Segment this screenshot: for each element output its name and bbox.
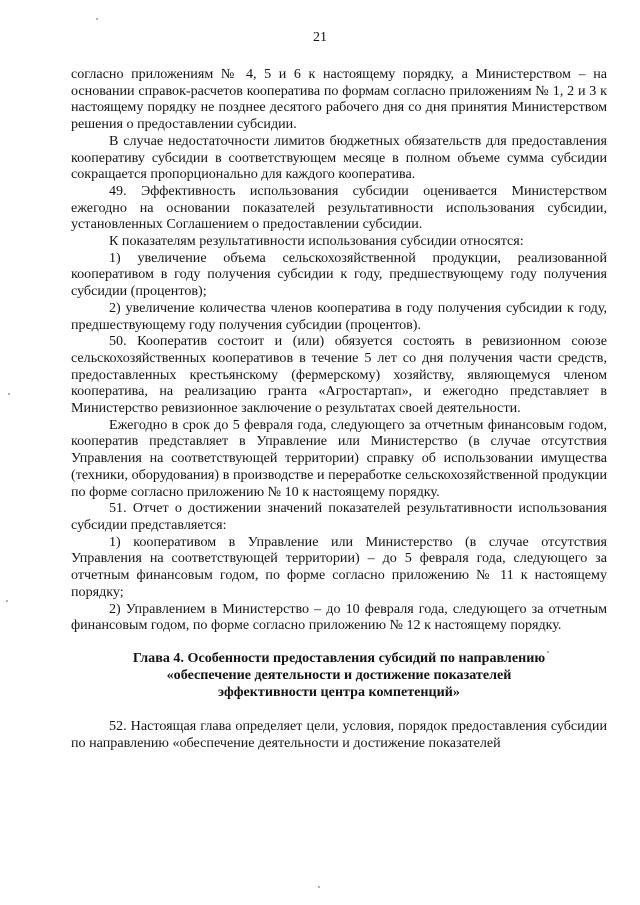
paragraph-51: 51. Отчет о достижении значений показателей результативности использования субсидии представляется: <box>71 500 607 533</box>
scan-speck <box>8 393 10 395</box>
paragraph-51-item-2: 2) Управлением в Министерство – до 10 февраля года, следующего за отчетным финансовым годом, по форме согласно приложению № 12 к настоящему порядку. <box>71 600 607 634</box>
document-body <box>71 66 607 751</box>
scan-speck <box>6 600 8 602</box>
paragraph-49: 49. Эффективность использования субсидии оценивается Министерством ежегодно на основании показателей результативности использования субсидии, установленных Соглашением о предоставлении субсидии. <box>71 182 607 233</box>
chapter-heading-line-2: «обеспечение деятельности и достижение показателей <box>166 666 512 683</box>
paragraph-indicator-1: 1) увеличение объема сельскохозяйственной продукции, реализованной кооперативом в году получения субсидии к году, предшествующему году получения субсидии (процентов); <box>71 249 607 300</box>
paragraph-51-item-1: 1) кооперативом в Управление или Министерство (в случае отсутствия Управления на соответствующей территории) – до 5 февраля года, следующего за отчетным финансовым годом, по форме согласно приложению № 11 к настоящему порядку; <box>71 533 607 600</box>
chapter-heading-line-3: эффективности центра компетенций» <box>218 683 460 700</box>
paragraph-50: 50. Кооператив состоит и (или) обязуется состоять в ревизионном союзе сельскохозяйственных кооперативов в течение 5 лет со дня получения части средств, предоставленных крестьянскому (фермерскому) хозяйству, являющемуся членом кооператива, на реализацию гранта «Агростартап», и ежегодно представляет в Министерство ревизионное заключение о результатах своей деятельности. <box>71 333 607 417</box>
paragraph-indicators-intro: К показателям результативности использования субсидии относятся: <box>109 233 524 250</box>
scan-speck <box>96 18 98 20</box>
page-number: 21 <box>313 30 327 45</box>
chapter-heading-line-1: Глава 4. Особенности предоставления субсидий по направлению <box>132 649 546 666</box>
paragraph-indicator-2: 2) увеличение количества членов кооператива в году получения субсидии к году, предшествующему году получения субсидии (процентов). <box>71 299 607 333</box>
paragraph-52: 52. Настоящая глава определяет цели, условия, порядок предоставления субсидии по направлению «обеспечение деятельности и достижение показателей <box>71 717 607 751</box>
scan-speck <box>547 651 549 653</box>
paragraph-continuation: согласно приложениям № 4, 5 и 6 к настоящему порядку, а Министерством – на основании справок-расчетов кооператива по формам согласно приложениям № 1, 2 и 3 к настоящему порядку не позднее десятого рабочего дня со дня принятия Министерством решения о предоставлении субсидии. <box>71 66 607 133</box>
scan-speck <box>318 886 320 888</box>
paragraph-budget-limits: В случае недостаточности лимитов бюджетных обязательств для предоставления кооперативу субсидии в соответствующем месяце в полном объеме сумма субсидии сокращается пропорционально для каждого кооператива. <box>71 132 607 183</box>
chapter-heading <box>71 650 607 701</box>
paragraph-annual-report: Ежегодно в срок до 5 февраля года, следующего за отчетным финансовым годом, кооператив представляет в Управление или Министерство (в случае отсутствия Управления на соответствующей территории) справку об использовании имущества (техники, оборудования) в производстве и переработке сельскохозяйственной продукции по форме согласно приложению № 10 к настоящему порядку. <box>71 416 607 500</box>
